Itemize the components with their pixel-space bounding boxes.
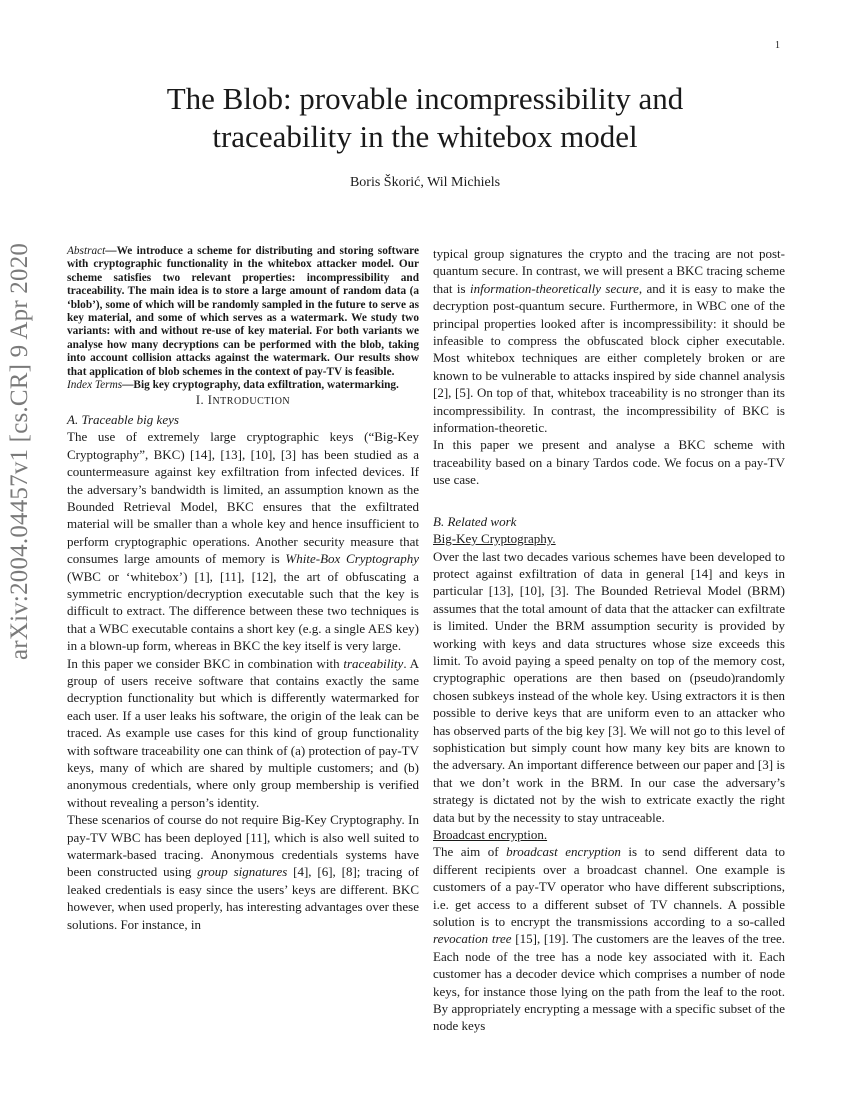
paragraph: The use of extremely large cryptographic keys (“Big-Key Cryptography”, BKC) [14], [13], [10], [3] has been studied as a countermeasure against key exfiltration from infected devices. If the adversary’s bandwidth is limited, an assumption known as the Bounded Retrieval Model, BKC ensures that the exfiltrated material will be smaller than a whole key and hence insufficient to perform cryptographic operations. Another security measure that consumes large amounts of memory is White-Box Cryptography (WBC or ‘whitebox’) [1], [11], [12], the art of obfuscating a symmetric encryption/decryption executable such that the key is difficult to extract. The difference between these two techniques is that a WBC executable contains a short key (e.g. a single AES key) in a blown-up form, whereas in BKC the key itself is very large. bbox=[67, 429, 419, 654]
paragraph-heading-broadcast-encryption: Broadcast encryption. bbox=[433, 827, 548, 842]
authors: Boris Škorić, Wil Michiels bbox=[349, 175, 501, 190]
paragraph-heading-big-key-cryptography: Big-Key Cryptography. bbox=[433, 531, 556, 547]
paragraph: The aim of broadcast encryption is to send different data to different recipients over a broadcast channel. One example is customers of a pay-TV operator who have different subscriptions, i.e. get access to a different subset of TV channels. A possible solution is to encrypt the transmissions according to a so-called revocation tree [15], [19]. The customers are the leaves of the tree. Each node of the tree has a node key associated with it. Each customer has a decoder device which comprises a number of node keys, for instance those lying on the path from the leaf to the root. By appropriately encrypting a message with a specific subset of the node keys bbox=[433, 844, 785, 1034]
abstract-text: —We introduce a scheme for distributing and storing software with cryptographic functionality in the whitebox attacker model. Our scheme satisfies two relevant properties: incompressibility and traceability. The main idea is to store a large amount of random data (a ‘blob’), some of which will be randomly sampled in the future to serve as key material, and some of which serves as a watermark. We study two variants: with and without re-use of key material. For both variants we analyse how many decryptions can be performed with the blob, taking into account collision attacks against the watermark. Our results show that application of blob schemes in the context of pay-TV is feasible. bbox=[67, 245, 419, 378]
title-line-1: The Blob: provable incompressibility and bbox=[166, 81, 684, 116]
section-heading-introduction: I. INTRODUCTION bbox=[195, 393, 291, 408]
page-number: 1 bbox=[775, 40, 780, 51]
subsection-heading-related-work: B. Related work bbox=[433, 513, 517, 529]
index-terms-text: —Big key cryptography, data exfiltration, watermarking. bbox=[122, 379, 399, 392]
right-column bbox=[433, 245, 785, 1035]
paragraph: In this paper we present and analyse a BKC scheme with traceability based on a binary Tardos code. We focus on a pay-TV use case. bbox=[433, 437, 785, 488]
paper-title bbox=[100, 80, 750, 156]
title-line-2: traceability in the whitebox model bbox=[212, 119, 638, 154]
index-terms-label: Index Terms bbox=[67, 379, 123, 392]
abstract-label: Abstract bbox=[67, 245, 106, 257]
arxiv-identifier-stamp: arXiv:2004.04457v1 [cs.CR] 9 Apr 2020 bbox=[6, 242, 33, 660]
paragraph: Over the last two decades various schemes have been developed to protect against exfiltration of data in general [14] and keys in particular [13], [10], [3]. The Bounded Retrieval Model (BRM) assumes that the total amount of data that the attacker can exfiltrate is limited. Under the BRM assumption security is provided by working with keys and data structures whose size exceeds this limit. To avoid paying a speed penalty on top of the memory cost, cryptographic operations are then based on (pseudo)randomly chosen subkeys instead of the whole key. Using extractors it is then possible to derive keys that are uniform even to an attacker who has observed parts of the big key [3]. We will not go to this level of sophistication but simply count how many key bits are known to the adversary. An important difference between our paper and [3] is that we don’t work in the BRM. In our case the adversary’s strategy is dictated not by the wish to extricate exactly the right data but by the necessity to stay untraceable. bbox=[433, 548, 785, 825]
paragraph: These scenarios of course do not require Big-Key Cryptography. In pay-TV WBC has been deployed [11], which is also well suited to watermark-based tracing. Anonymous credentials systems have been constructed using group signatures [4], [6], [8]; tracing of leaked credentials is easy since the users’ keys are different. BKC however, when used properly, has interesting advantages over these solutions. For instance, in bbox=[67, 812, 419, 932]
paragraph: In this paper we consider BKC in combination with traceability. A group of users receive software that contains exactly the same decryption functionality but which is differently watermarked for each user. If a user leaks his software, the origin of the leak can be traced. As example use cases for this kind of group functionality with software traceability one can think of (a) protection of pay-TV keys, many of which are shared by multiple customers; and (b) anonymous credentials, where only group membership is verified without revealing a person’s identity. bbox=[67, 655, 420, 810]
index-terms bbox=[67, 379, 419, 392]
left-column bbox=[67, 245, 419, 933]
subsection-heading-traceable-big-keys: A. Traceable big keys bbox=[67, 411, 179, 427]
paragraph: typical group signatures the crypto and the tracing are not post-quantum secure. In contrast, we will present a BKC tracing scheme that is information-theoretically secure, and it is easy to make the decryption post-quantum secure. Furthermore, in WBC one of the principal properties looked after is incompressibility: it should be infeasible to compress the obfuscated block cipher executable. Most whitebox techniques are either completely broken or are known to be vulnerable to attacks inspired by side channel analysis [2], [5]. On top of that, whitebox traceability is no stronger than its incompressibility. In contrast, the incompressibility of BKC is information-theoretic. bbox=[433, 246, 785, 436]
abstract bbox=[67, 245, 419, 379]
